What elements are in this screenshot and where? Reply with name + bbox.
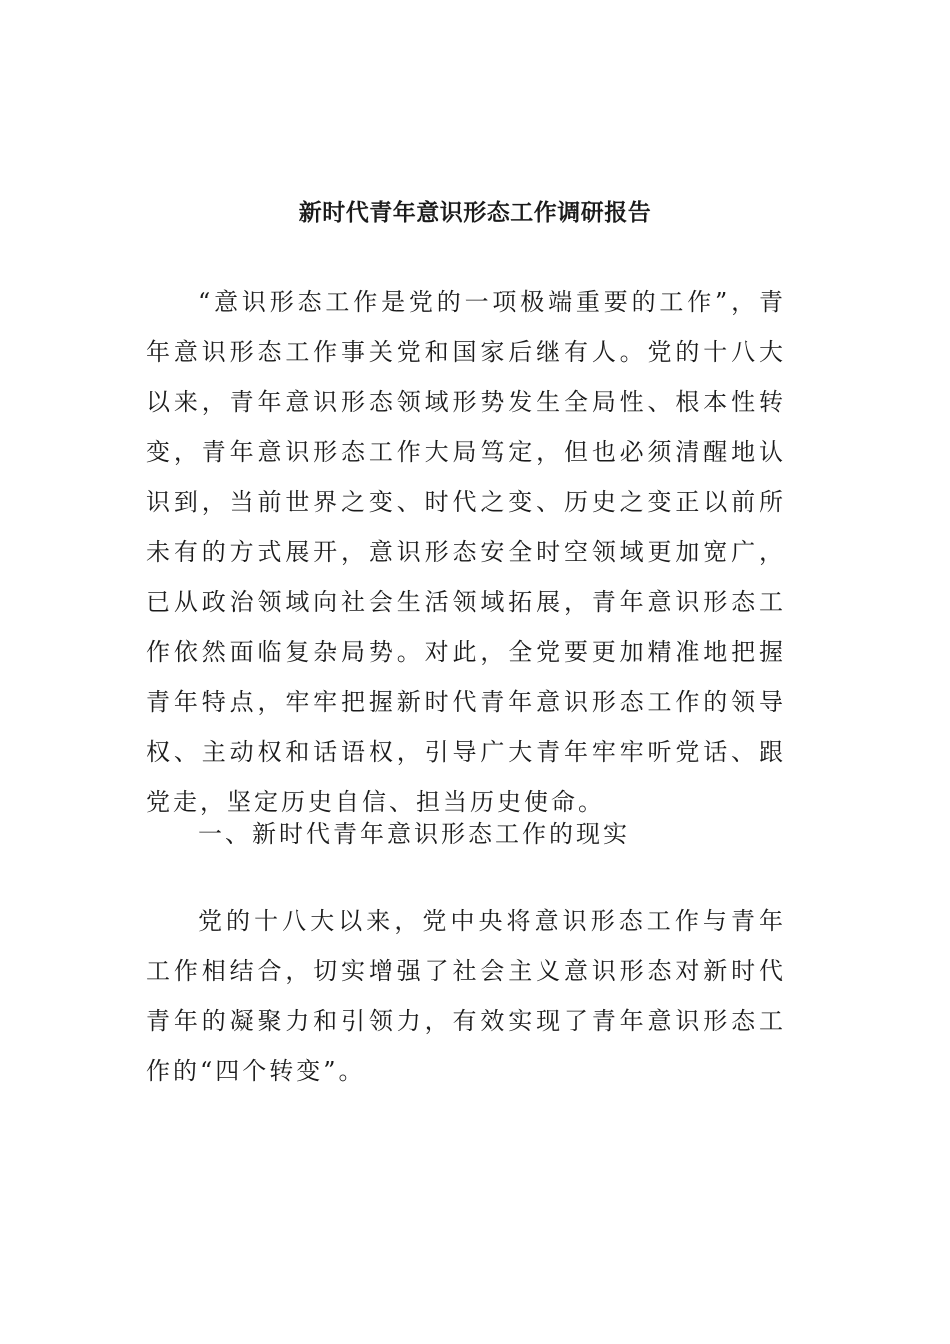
section-heading: 一、新时代青年意识形态工作的现实 [198, 820, 630, 848]
intro-paragraph: “意识形态工作是党的一项极端重要的工作”，青年意识形态工作事关党和国家后继有人。党的十八大以来，青年意识形态领域形势发生全局性、根本性转变，青年意识形态工作大局笃定，但也必须清醒地认识到，当前世界之变、时代之变、历史之变正以前所未有的方式展开，意识形态安全时空领域更加宽广，已从政治领域向社会生活领域拓展，青年意识形态工作依然面临复杂局势。对此，全党要更加精准地把握青年特点，牢牢把握新时代青年意识形态工作的领导权、主动权和话语权，引导广大青年牢牢听党话、跟党走，坚定历史自信、担当历史使命。 [146, 288, 786, 816]
document-title: 新时代青年意识形态工作调研报告 [298, 199, 652, 226]
section-paragraph: 党的十八大以来，党中央将意识形态工作与青年工作相结合，切实增强了社会主义意识形态对新时代青年的凝聚力和引领力，有效实现了青年意识形态工作的“四个转变”。 [146, 907, 786, 1085]
